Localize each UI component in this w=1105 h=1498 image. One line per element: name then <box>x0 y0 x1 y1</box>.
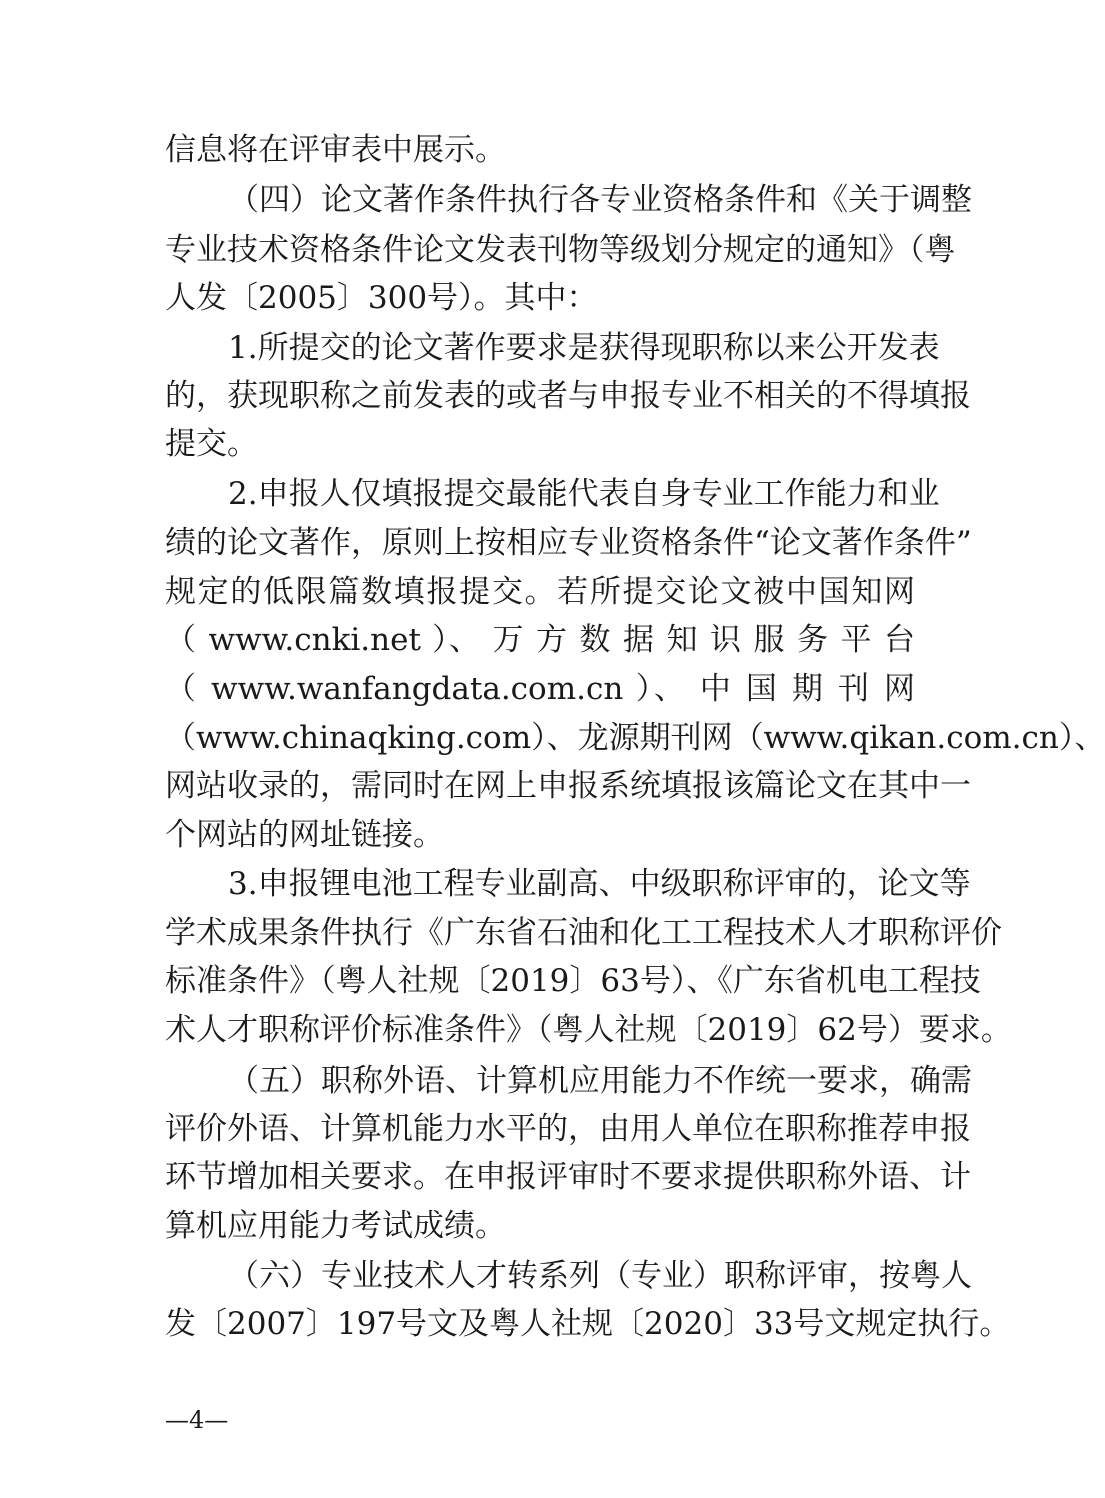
text-line: 绩的论文著作，原则上按相应专业资格条件“论文著作条件” <box>165 525 972 561</box>
text-line: 专业技术资格条件论文发表刊物等级划分规定的通知》（粤 <box>165 232 956 268</box>
text-line: 评价外语、计算机能力水平的，由用人单位在职称推荐申报 <box>165 1111 971 1147</box>
text-line: （ www.wanfangdata.com.cn ）、 中 国 期 刊 网 <box>165 671 915 707</box>
text-line: 术人才职称评价标准条件》（粤人社规〔2019〕62号）要求。 <box>165 1012 1012 1048</box>
text-line: 标准条件》（粤人社规〔2019〕63号）、《广东省机电工程技 <box>165 963 981 999</box>
text-line: 学术成果条件执行《广东省石油和化工工程技术人才职称评价 <box>165 915 1002 951</box>
text-line: 1.所提交的论文著作要求是获得现职称以来公开发表 <box>228 330 940 366</box>
text-line: 网站收录的，需同时在网上申报系统填报该篇论文在其中一 <box>165 768 971 804</box>
text-line: 规定的低限篇数填报提交。若所提交论文被中国知网 <box>165 574 915 610</box>
text-line: （www.chinaqking.com）、龙源期刊网（www.qikan.com.cn）、 <box>165 720 1105 756</box>
text-line: （ www.cnki.net ）、 万 方 数 据 知 识 服 务 平 台 <box>165 622 915 658</box>
page-number: —4— <box>165 1406 229 1434</box>
text-line: 环节增加相关要求。在申报评审时不要求提供职称外语、计 <box>165 1159 971 1195</box>
text-line: 3.申报锂电池工程专业副高、中级职称评审的，论文等 <box>228 866 971 902</box>
text-line: 的，获现职称之前发表的或者与申报专业不相关的不得填报 <box>165 378 971 414</box>
text-line: 发〔2007〕197号文及粤人社规〔2020〕33号文规定执行。 <box>165 1306 1011 1342</box>
text-line: （四）论文著作条件执行各专业资格条件和《关于调整 <box>228 182 972 218</box>
text-line: 算机应用能力考试成绩。 <box>165 1208 506 1244</box>
text-line: 2.申报人仅填报提交最能代表自身专业工作能力和业 <box>228 476 940 512</box>
text-line: （五）职称外语、计算机应用能力不作统一要求，确需 <box>228 1063 972 1099</box>
text-line: 个网站的网址链接。 <box>165 817 444 853</box>
text-line: 提交。 <box>165 426 258 462</box>
text-line: （六）专业技术人才转系列（专业）职称评审，按粤人 <box>228 1258 972 1294</box>
text-line: 人发〔2005〕300号）。其中： <box>165 280 598 316</box>
text-line: 信息将在评审表中展示。 <box>165 132 506 168</box>
